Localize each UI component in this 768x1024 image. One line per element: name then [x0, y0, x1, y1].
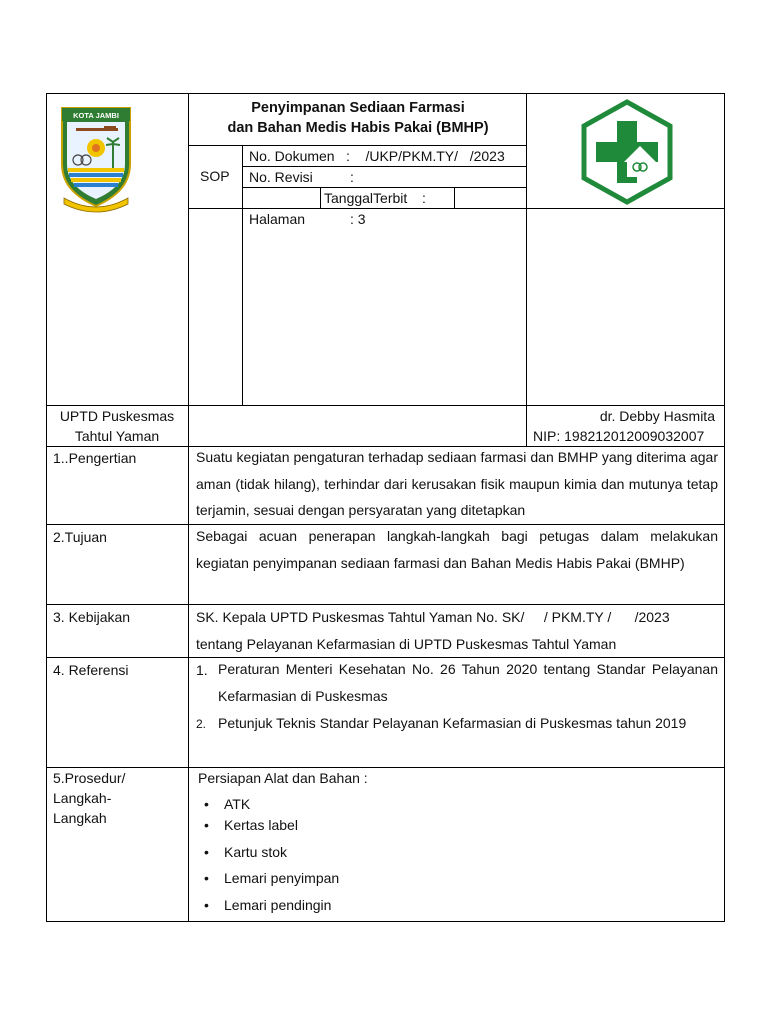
- list-item: • Kertas label: [204, 816, 298, 834]
- row-line-tanggal: [242, 187, 526, 188]
- border-bottom: [46, 921, 725, 922]
- no-revisi-value: :: [350, 169, 354, 185]
- sop-label: SOP: [200, 168, 230, 184]
- list-item: • Lemari penyimpan: [204, 869, 339, 887]
- kebijakan-line-2: tentang Pelayanan Kefarmasian di UPTD Puskesmas Tahtul Yaman: [196, 636, 617, 652]
- pengertian-text: Suatu kegiatan pengaturan terhadap sediaan farmasi dan BMHP yang diterima agar aman (tidak hilang), terhindar dari kerusakan fisik maupun kimia dan mutunya tetap terjamin, sesuai dengan persyaratan yang ditetapkan: [196, 449, 718, 518]
- referensi-num-2: 2.: [196, 717, 207, 731]
- svg-text:KOTA JAMBI: KOTA JAMBI: [73, 111, 119, 120]
- tanggal-right-divider: [454, 187, 455, 208]
- no-revisi-label: No. Revisi: [249, 169, 313, 185]
- org-name-line1: UPTD Puskesmas: [59, 408, 175, 424]
- kebijakan-line-1: SK. Kepala UPTD Puskesmas Tahtul Yaman No. SK/ / PKM.TY / /2023: [196, 609, 670, 625]
- prosedur-label-line2: Langkah-: [53, 790, 112, 806]
- prosedur-heading: Persiapan Alat dan Bahan :: [198, 770, 368, 786]
- puskesmas-logo: [580, 99, 674, 205]
- pengertian-label: 1..Pengertian: [53, 450, 137, 466]
- org-name-line2: Tahtul Yaman: [74, 428, 160, 444]
- no-dokumen-value: : /UKP/PKM.TY/ /2023: [346, 148, 505, 164]
- list-item: • Lemari pendingin: [204, 896, 331, 914]
- title-line-2: dan Bahan Medis Habis Pakai (BMHP): [227, 120, 489, 136]
- list-item: • ATK: [204, 795, 250, 813]
- tanggal-left-divider: [320, 187, 321, 208]
- document-title: [190, 98, 526, 138]
- row-line-kebijakan: [46, 604, 725, 605]
- border-top: [46, 93, 725, 94]
- kota-jambi-logo: [56, 102, 136, 214]
- prosedur-label-line1: 5.Prosedur/: [53, 770, 126, 786]
- signature-top-line: [46, 405, 725, 406]
- referensi-label: 4. Referensi: [53, 662, 129, 678]
- tujuan-label: 2.Tujuan: [53, 529, 107, 545]
- halaman-label: Halaman: [249, 211, 306, 227]
- col-divider-right: [526, 93, 527, 446]
- referensi-num-1: 1.: [196, 662, 208, 678]
- referensi-item-2: Petunjuk Teknis Standar Pelayanan Kefarmasian di Puskesmas tahun 2019: [218, 715, 687, 731]
- row-line-prosedur: [46, 767, 725, 768]
- tanggal-terbit-label: TanggalTerbit: [324, 190, 408, 206]
- no-dokumen-label: No. Dokumen: [249, 148, 335, 164]
- list-item: • Kartu stok: [204, 843, 287, 861]
- title-bottom-line: [188, 145, 526, 146]
- halaman-value: : 3: [350, 211, 366, 227]
- signatory-name: dr. Debby Hasmita: [599, 408, 715, 424]
- referensi-item-1: Peraturan Menteri Kesehatan No. 26 Tahun 2020 tentang Standar Pelayanan Kefarmasian di Puskesmas: [218, 661, 718, 704]
- title-line-1: Penyimpanan Sediaan Farmasi: [251, 100, 465, 116]
- tanggal-terbit-value: :: [422, 190, 426, 206]
- prosedur-label-line3: Langkah: [53, 810, 107, 826]
- logo-box-bottom: [526, 208, 725, 209]
- row-line-sop-bottom: [188, 208, 526, 209]
- kebijakan-label: 3. Kebijakan: [53, 609, 131, 625]
- col-divider-inner: [242, 145, 243, 406]
- col-divider-main: [188, 93, 189, 922]
- border-left: [46, 93, 47, 922]
- tujuan-text: Sebagai acuan penerapan langkah-langkah bagi petugas dalam melakukan kegiatan penyimpanan sediaan farmasi dan Bahan Medis Habis Pakai (BMHP): [196, 528, 718, 571]
- row-line-revisi: [242, 166, 526, 167]
- signatory-nip: NIP: 198212012009032007: [533, 428, 705, 444]
- border-right: [724, 93, 725, 922]
